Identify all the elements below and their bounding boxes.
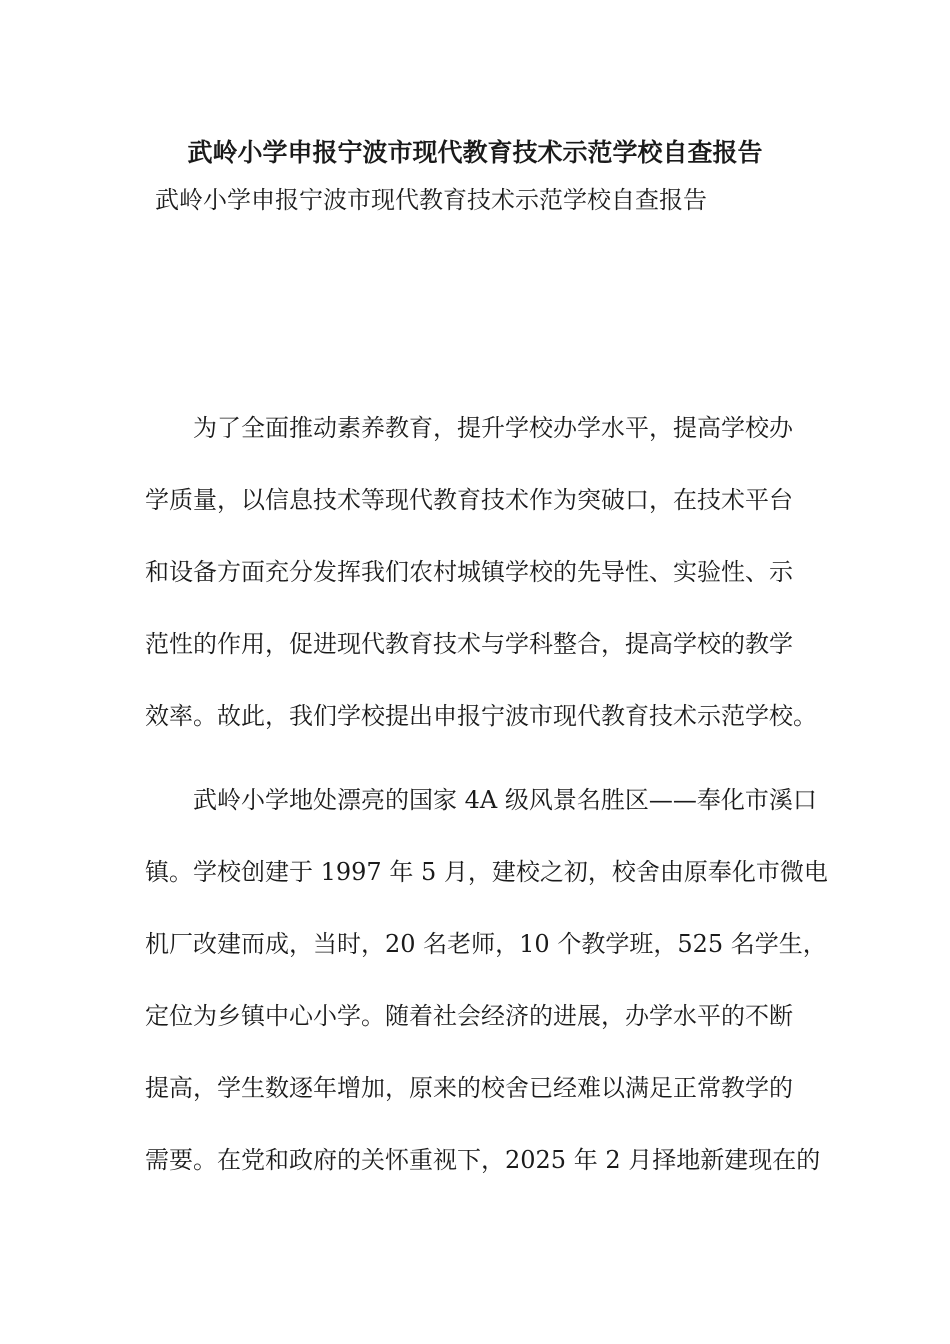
document-title: 武岭小学申报宁波市现代教育技术示范学校自查报告	[187, 138, 763, 167]
paragraph-2-line-5: 提高，学生数逐年增加，原来的校舍已经难以满足正常教学的	[145, 1074, 793, 1102]
paragraph-1-line-4: 范性的作用，促进现代教育技术与学科整合，提高学校的教学	[145, 630, 793, 658]
paragraph-2-line-3: 机厂改建而成，当时，20 名老师，10 个教学班，525 名学生，	[145, 930, 827, 958]
paragraph-2-line-2: 镇。学校创建于 1997 年 5 月，建校之初，校舍由原奉化市微电	[145, 858, 828, 886]
paragraph-2-line-4: 定位为乡镇中心小学。随着社会经济的进展，办学水平的不断	[145, 1002, 793, 1030]
paragraph-1-line-1: 为了全面推动素养教育，提升学校办学水平，提高学校办	[193, 414, 793, 442]
paragraph-2-line-6: 需要。在党和政府的关怀重视下，2025 年 2 月择地新建现在的	[145, 1146, 821, 1174]
document-subtitle: 武岭小学申报宁波市现代教育技术示范学校自查报告	[155, 186, 707, 214]
paragraph-2-line-1: 武岭小学地处漂亮的国家 4A 级风景名胜区——奉化市溪口	[193, 786, 817, 814]
paragraph-1-line-3: 和设备方面充分发挥我们农村城镇学校的先导性、实验性、示	[145, 558, 793, 586]
paragraph-1-line-2: 学质量，以信息技术等现代教育技术作为突破口，在技术平台	[145, 486, 793, 514]
paragraph-1-line-5: 效率。故此，我们学校提出申报宁波市现代教育技术示范学校。	[145, 702, 817, 730]
